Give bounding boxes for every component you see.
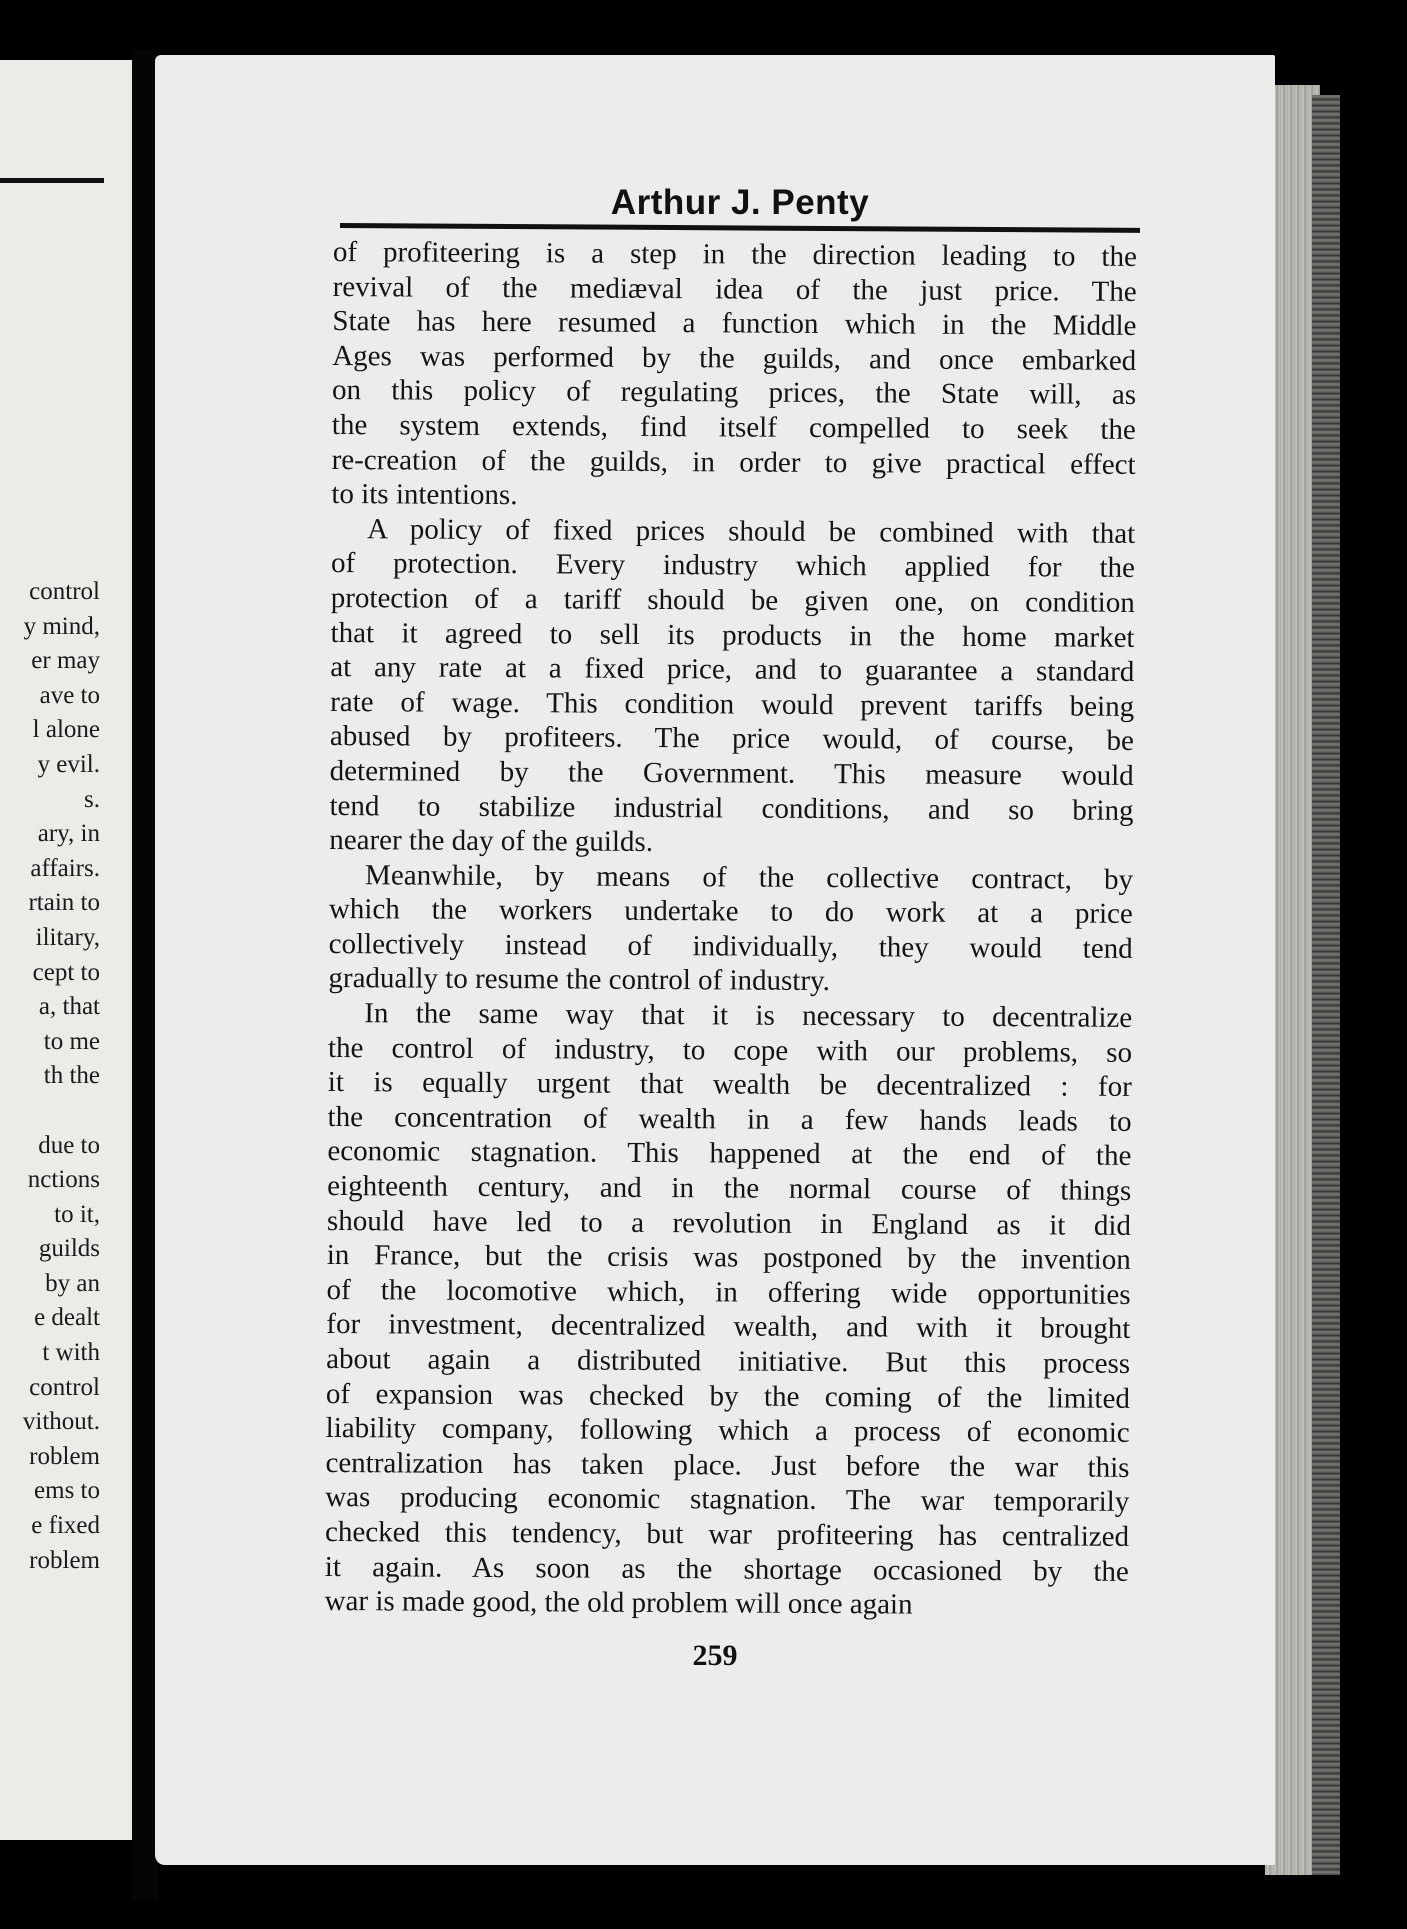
previous-page-line: ilitary, (35, 923, 100, 951)
previous-page-line: due to (38, 1131, 100, 1159)
text-line: on this policy of regulating prices, the State will, as (331, 374, 1137, 412)
paragraph (331, 235, 1137, 517)
text-line: it again. As soon as the shortage occasioned by the (324, 1550, 1129, 1588)
previous-page-line: by an (45, 1269, 100, 1297)
text-line: it is equally urgent that wealth be decentralized : for (327, 1066, 1132, 1104)
text-line: was producing economic stagnation. The war temporarily (325, 1481, 1130, 1519)
text-line: of profiteering is a step in the direction leading to the (332, 235, 1137, 273)
previous-page-header-rule (0, 178, 104, 183)
text-line: for investment, decentralized wealth, and with it brought (326, 1308, 1131, 1346)
previous-page-line: y evil. (37, 750, 100, 778)
paragraph (329, 512, 1135, 863)
previous-page-line: to it, (54, 1200, 100, 1228)
previous-page-line: control (29, 578, 100, 605)
text-line: in France, but the crisis was postponed by the invention (326, 1239, 1131, 1277)
previous-page-line: ary, in (37, 820, 100, 848)
text-line: about again a distributed initiative. But this process (326, 1342, 1131, 1380)
previous-page-line: affairs. (30, 854, 100, 882)
text-line: liability company, following which a process of economic (325, 1412, 1130, 1450)
book-fore-edge (1312, 95, 1340, 1875)
text-line: economic stagnation. This happened at the end of the (327, 1135, 1132, 1173)
previous-page-fragment (0, 60, 132, 1840)
previous-page-line: th the (43, 1062, 100, 1090)
text-line: tend to stabilize industrial conditions, and so bring (329, 789, 1134, 827)
running-header: Arthur J. Penty (610, 183, 870, 222)
text-line: that it agreed to sell its products in the home market (330, 616, 1135, 654)
text-line: State has here resumed a function which in the Middle (332, 305, 1137, 343)
text-line: rate of wage. This condition would prevent tariffs being (330, 685, 1135, 723)
previous-page-line: t with (42, 1339, 100, 1367)
header-rule (340, 223, 1140, 233)
paragraph (328, 858, 1133, 1001)
previous-page-line: vithout. (22, 1408, 100, 1436)
text-line: collectively instead of individually, they would tend (328, 927, 1133, 965)
text-line: at any rate at a fixed price, and to guarantee a standard (330, 651, 1135, 689)
previous-page-line: control (29, 1373, 100, 1401)
text-line: nearer the day of the guilds. (329, 824, 654, 859)
previous-page-line: roblem (29, 1546, 100, 1574)
previous-page-line: to me (43, 1027, 100, 1055)
text-line: centralization has taken place. Just before the war this (325, 1446, 1130, 1484)
text-line: eighteenth century, and in the normal course of things (327, 1170, 1132, 1207)
previous-page-line: roblem (29, 1442, 100, 1470)
text-line: the system extends, find itself compelled to seek the (331, 408, 1136, 446)
previous-page-line: rtain to (28, 889, 100, 917)
text-line: the control of industry, to cope with our problems, so (327, 1031, 1133, 1069)
text-line: revival of the mediæval idea of the just price. The (332, 270, 1137, 308)
text-line: re-creation of the guilds, in order to give practical effect (331, 443, 1136, 481)
previous-page-line: e fixed (31, 1512, 100, 1540)
previous-page-line: cept to (32, 958, 100, 986)
text-line: gradually to resume the control of industry. (328, 962, 831, 998)
previous-page-line: er may (31, 647, 100, 675)
previous-page-line: l alone (32, 716, 100, 744)
text-line: of the locomotive which, in offering wide opportunities (326, 1273, 1131, 1311)
page-body-text (325, 235, 1137, 1624)
book-page (155, 55, 1275, 1865)
previous-page-line (0, 1094, 100, 1129)
text-line: protection of a tariff should be given one, on condition (330, 581, 1135, 619)
text-line: In the same way that it is necessary to decentralize (364, 997, 1133, 1034)
text-line: which the workers undertake to do work at a price (328, 893, 1133, 931)
text-line: to its intentions. (331, 478, 518, 512)
text-line: of protection. Every industry which applied for the (330, 547, 1136, 585)
previous-page-line: ave to (39, 681, 100, 709)
text-line: should have led to a revolution in England as it did (326, 1204, 1132, 1242)
previous-page-line: y mind, (23, 612, 100, 640)
text-line: abused by profiteers. The price would, of course, be (329, 720, 1135, 758)
text-line: determined by the Government. This measure would (329, 754, 1134, 792)
previous-page-text (0, 575, 132, 1578)
previous-page-line: ems to (34, 1477, 100, 1505)
previous-page-line: s. (84, 785, 100, 813)
previous-page-line: e dealt (34, 1304, 100, 1332)
previous-page-line: a, that (38, 993, 100, 1021)
previous-page-line: guilds (38, 1235, 100, 1263)
previous-page-line: nctions (27, 1166, 100, 1194)
text-line: Meanwhile, by means of the collective contract, by (364, 858, 1134, 896)
paragraph (325, 996, 1133, 1624)
page-number: 259 (692, 1639, 738, 1672)
text-line: A policy of fixed prices should be combined with that (367, 512, 1136, 550)
text-line: checked this tendency, but war profiteering has centralized (324, 1515, 1130, 1553)
text-line: war is made good, the old problem will once again (324, 1585, 913, 1621)
text-line: the concentration of wealth in a few hands leads to (327, 1100, 1132, 1138)
text-line: Ages was performed by the guilds, and once embarked (332, 339, 1137, 377)
text-line: of expansion was checked by the coming of the limited (325, 1377, 1131, 1415)
